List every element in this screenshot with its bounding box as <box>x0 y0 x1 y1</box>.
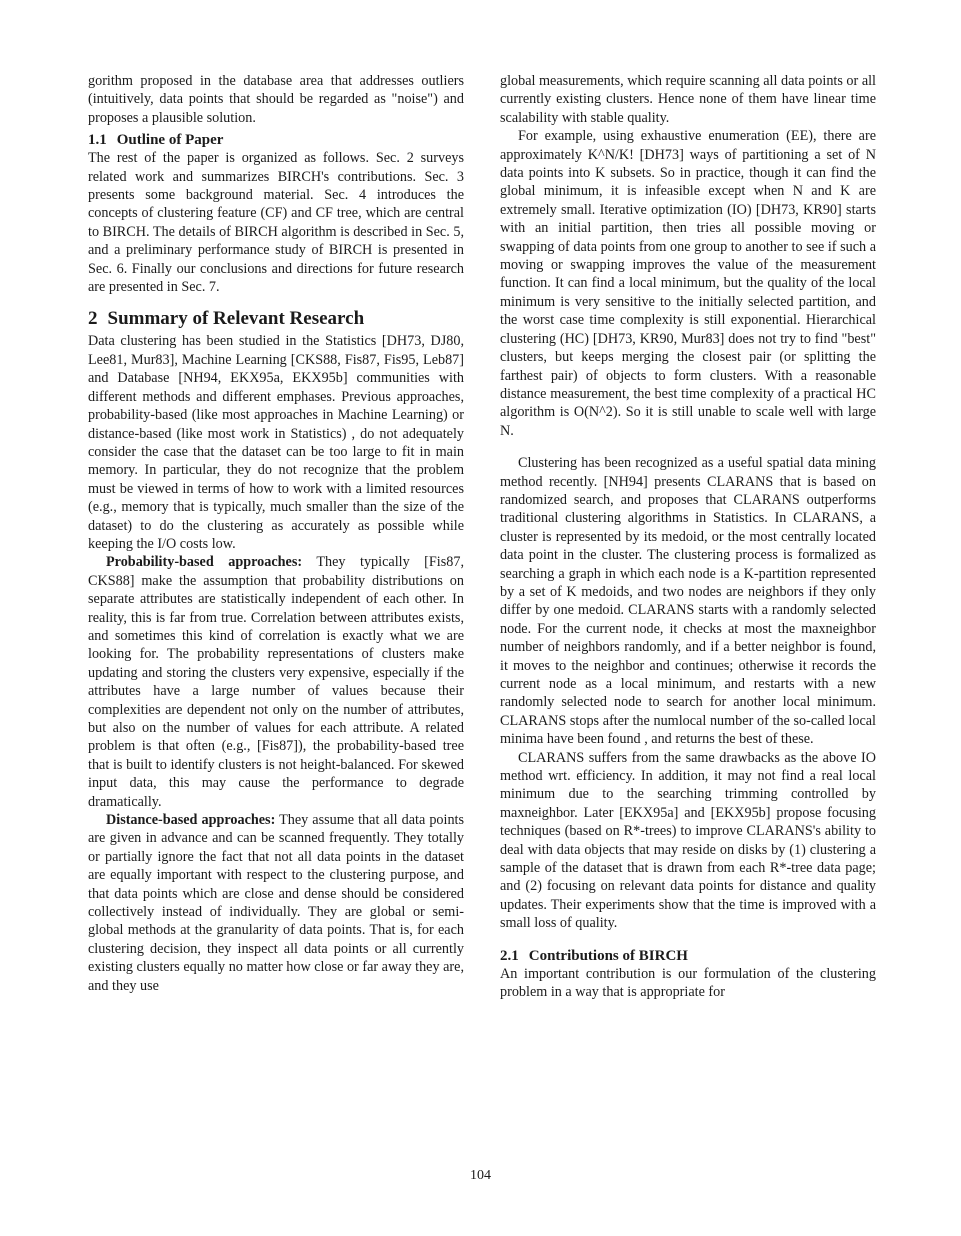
paragraph-global-measurements: global measurements, which require scanning all data points or all currently existing clusters. Hence none of them have linear time scalability with stable quality. <box>500 73 876 126</box>
outline-heading-number: 1.1 <box>88 132 107 149</box>
paragraph-summary: Data clustering has been studied in the Statistics [DH73, DJ80, Lee81, Mur83], Machine Learning [CKS88, Fis87, Fis95, Leb87] and Database [NH94, EKX95a, EKX95b] communities with different methods and different emphases. Previous approaches, probability-based (like most approaches in Machine Learning) or distance-based (like most work in Statistics) , do not adequately consider the case that the dataset can be too large to fit in main memory. In particular, they do not recognize that the problem must be viewed in terms of how to work with a limited resources (e.g., memory that is typically, much smaller than the size of the dataset) to do the clustering as accurately as possible while keeping the I/O costs low. <box>88 333 464 552</box>
probability-based-text: They typically [Fis87, CKS88] make the assumption that probability distributions on separate attributes are statistically independent of each other. In reality, this is far from true. Correlation between attributes exists, and sometimes this kind of correlation is exactly what we are looking for. The probability representations of clusters make updating and storing the clusters very expensive, especially if the attributes have a large number of values because their complexities are dependent not only on the number of attributes, but also on the number of values for each attribute. A related problem is that often (e.g., [Fis87]), the probability-based tree that is built to identify clusters is not height-balanced. For skewed input data, this may cause the performance to degrade dramatically. <box>88 554 464 810</box>
paragraph-distance-based <box>88 811 464 995</box>
paragraph-intro-tail: gorithm proposed in the database area that addresses outliers (intuitively, data points that should be regarded as "noise") and proposes a plausible solution. <box>88 73 464 126</box>
right-column <box>500 72 876 1002</box>
paragraph-drawbacks: CLARANS suffers from the same drawbacks as the above IO method wrt. efficiency. In addition, it may not find a real local minimum due to the searching trimming controlled by maxneighbor. Later [EKX95a] and [EKX95b] propose focusing techniques (based on R*-trees) to improve CLARANS's ability to deal with data objects that may reside on disks by (1) clustering a sample of the dataset that is drawn from each R*-tree data page; and (2) focusing on relevant data points for distance and quality updates. Their experiments show that the time is improved with a small loss of quality. <box>500 749 876 932</box>
outline-heading-title: Outline of Paper <box>116 132 224 149</box>
paragraph-probability-based <box>88 553 464 811</box>
paragraph-clarans: Clustering has been recognized as a useful spatial data mining method recently. [NH94] presents CLARANS that is based on randomized search, and proposes that CLARANS outperforms traditional clustering algorithms in Statistics. In CLARANS, a cluster is represented by its medoid, or the most centrally located data point in the cluster. The clustering process is formalized as searching a graph in which each node is a K-partition represented by a set of K medoids, and two nodes are neighbors if they only differ by one medoid. CLARANS starts with a randomly selected node. For the current node, it checks at most the maxneighbor number of neighbors randomly, and if a better neighbor is found, it moves to the neighbor and continues; otherwise it records the current node as a local minimum, and restarts with a new randomly selected node to search for another local minimum. CLARANS stops after the numlocal number of the so-called local minima have been found , and returns the best of these. <box>500 455 876 748</box>
probability-based-runhead: Probability-based approaches: <box>106 554 303 571</box>
paragraph-example: For example, using exhaustive enumeration (EE), there are approximately K^N/K! [DH73] ways of partitioning a set of N data points into K subsets. So in practice, though it can find the global minimum, it is infeasible except when N and K are extremely small. Iterative optimization (IO) [DH73, KR90] starts with an initial partition, then tries all possible moving or swapping of data points from one group to another to see if such a moving or swapping improves the value of the measurement function. It can find a local minimum, but the quality of the local minimum is very sensitive to the initially selected partition, and the worst case time complexity is still exponential. Hierarchical clustering (HC) [DH73, KR90, Mur83] does not try to find "best" clusters, but keeps merging the closest pair (or splitting the farthest pair) of objects to form clusters. With a reasonable distance measurement, the best time complexity of a practical HC algorithm is O(N^2). So it is still unable to scale well with large N. <box>500 128 876 439</box>
contributions-heading-title: Contributions of BIRCH <box>528 947 688 964</box>
outline-heading <box>88 131 464 149</box>
section-2-number: 2 <box>88 308 98 330</box>
distance-based-text: They assume that all data points are given in advance and can be scanned frequently. They totally or partially ignore the fact that not all data points in the dataset are equally important with respect to the clustering purpose, and that data points which are close and dense should be considered collectively instead of individually. They are global or semi-global methods at the granularity of data points. That is, for each clustering decision, they inspect all data points or all currently existing clusters equally no matter how close or far away they are, and they use <box>88 812 465 994</box>
paragraph-contributions: An important contribution is our formulation of the clustering problem in a way that is appropriate for <box>500 965 876 1001</box>
page-number: 104 <box>470 1168 491 1183</box>
section-2-title: Summary of Relevant Research <box>107 308 365 330</box>
section-2-heading <box>88 308 464 330</box>
left-column <box>88 72 464 995</box>
contributions-heading <box>500 947 876 965</box>
contributions-heading-number: 2.1 <box>500 947 519 964</box>
paragraph-outline: The rest of the paper is organized as follows. Sec. 2 surveys related work and summarizes BIRCH's contributions. Sec. 3 presents some background material. Sec. 4 introduces the concepts of clustering feature (CF) and CF tree, which are central to BIRCH. The details of BIRCH algorithm is described in Sec. 5, and a preliminary performance study of BIRCH is presented in Sec. 6. Finally our conclusions and directions for future research are presented in Sec. 7. <box>88 150 464 296</box>
distance-based-runhead: Distance-based approaches: <box>106 812 276 829</box>
